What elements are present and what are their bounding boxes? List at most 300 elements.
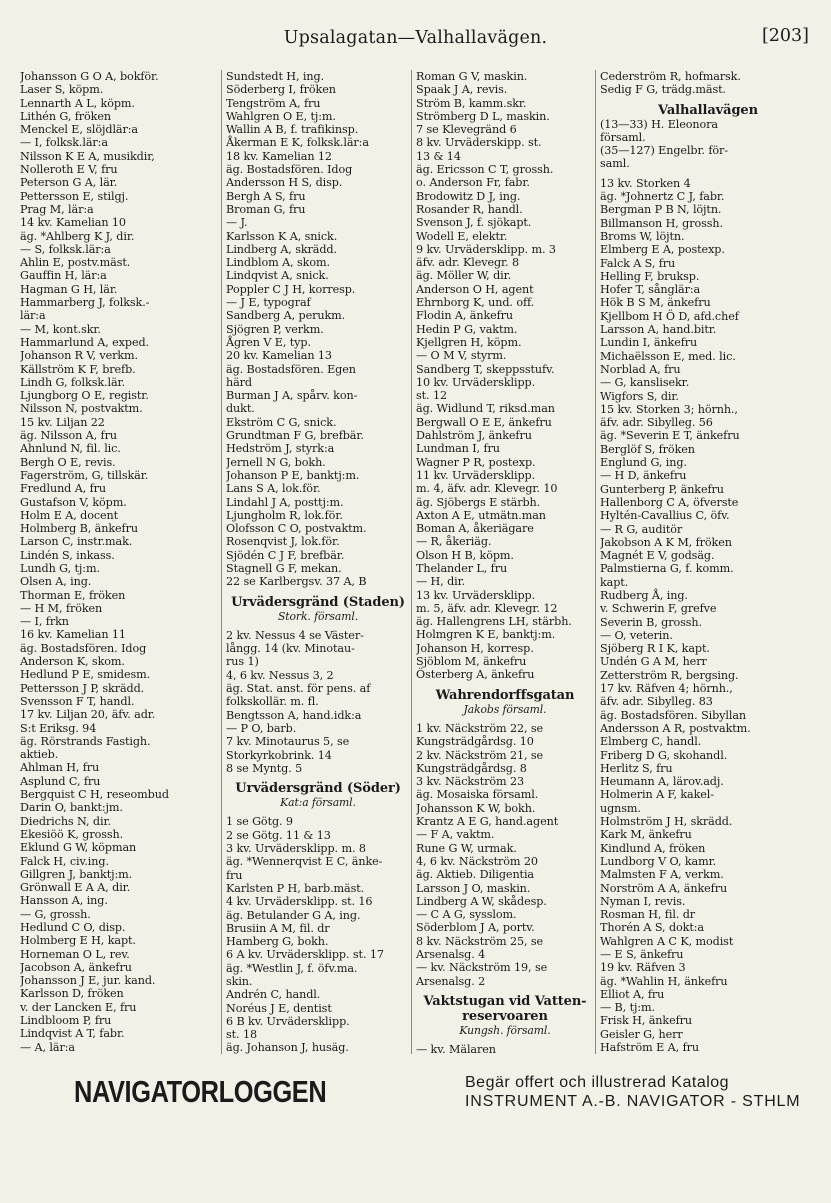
directory-entry: Åkerman E K, folksk.lär:a <box>226 136 369 150</box>
directory-entry: Poppler C J H, korresp. <box>226 282 356 296</box>
directory-entry: äg. Mosaiska församl. <box>416 788 539 802</box>
directory-entry: — R G, auditör <box>600 522 683 536</box>
directory-entry: 13 kv. Urvädersklipp. <box>416 588 536 602</box>
directory-entry: 8 se Myntg. 5 <box>226 761 303 775</box>
directory-entry: församl. <box>600 130 646 144</box>
directory-entry: äg. *Severin E T, änkefru <box>600 429 740 443</box>
directory-entry: Sundstedt H, ing. <box>226 70 324 83</box>
directory-entry: Hedlund P E, smidesm. <box>20 668 151 682</box>
directory-entry: äg. Ericsson C T, grossh. <box>416 163 554 177</box>
directory-entry: Lindberg A W, skådesp. <box>416 894 547 908</box>
directory-entry: 11 kv. Urvädersklipp. <box>416 468 536 482</box>
directory-entry: Holmberg E H, kapt. <box>20 934 136 948</box>
directory-entry: Wahlgren A C K, modist <box>600 934 734 948</box>
directory-entry: Flodin A, änkefru <box>416 309 514 323</box>
directory-entry: äg. Johanson J, husäg. <box>226 1041 349 1054</box>
directory-entry: Burman J A, spårv. kon- <box>226 389 358 403</box>
directory-entry: Johansson G O A, bokför. <box>20 70 159 83</box>
directory-entry: Jernell N G, bokh. <box>226 455 326 469</box>
directory-entry: Ljungborg O E, registr. <box>20 389 149 403</box>
directory-entry: äg. Bostadsfören. Idog <box>20 641 147 655</box>
directory-entry: Elliot A, fru <box>600 987 665 1001</box>
directory-entry: Noréus J E, dentist <box>226 1001 332 1015</box>
directory-entry: Jakobson A K M, fröken <box>600 535 732 549</box>
directory-entry: 17 kv. Räfven 4; hörnh., <box>600 682 733 696</box>
directory-entry: Undén G A M, herr <box>600 655 707 669</box>
directory-entry: — J E, typograf <box>226 296 311 310</box>
directory-entry: Sedig F G, trädg.mäst. <box>600 83 726 97</box>
directory-entry: Rune G W, urmak. <box>416 841 517 855</box>
directory-entry: 7 kv. Minotaurus 5, se <box>226 735 350 749</box>
directory-entry: Menckel E, slöjdlär:a <box>20 123 138 137</box>
directory-entry: Ahnlund N, fil. lic. <box>20 442 121 456</box>
directory-entry: äfv. adr. Sibylleg. 56 <box>600 416 713 430</box>
directory-entry: Ågren V E, typ. <box>226 335 311 349</box>
directory-entry: saml. <box>600 157 630 171</box>
directory-entry: 4, 6 kv. Näckström 20 <box>416 854 538 868</box>
directory-entry: — G, kanslisekr. <box>600 376 690 390</box>
directory-entry: Johansson J E, jur. kand. <box>20 974 156 988</box>
parish-subheading: Kat:a församl. <box>280 796 356 810</box>
directory-entry: Wodell E, elektr. <box>416 229 508 243</box>
directory-entry: Lundborg V O, kamr. <box>600 854 717 868</box>
directory-entry: Hansson A, ing. <box>20 894 108 908</box>
directory-entry: Olsen A, ing. <box>20 575 92 589</box>
directory-entry: — O, veterin. <box>600 628 673 642</box>
directory-entry: äfv. adr. Sibylleg. 83 <box>600 695 713 709</box>
directory-entry: Elmberg C, handl. <box>600 735 702 749</box>
directory-entry: Anderson K, skom. <box>20 655 125 669</box>
directory-entry: Magnét E V, godsäg. <box>600 549 715 563</box>
street-heading: reservoaren <box>462 1008 548 1024</box>
directory-entry: Malmsten F A, verkm. <box>600 868 724 882</box>
directory-entry: Pettersson E, stilgj. <box>20 189 129 203</box>
advertisement-company: INSTRUMENT A.-B. NAVIGATOR - STHLM <box>465 1093 801 1110</box>
directory-entry: Laser S, köpm. <box>20 83 104 97</box>
directory-entry: Rosenqvist J, lok.för. <box>226 535 340 549</box>
directory-entry: — O M V, styrm. <box>416 349 507 363</box>
directory-entry: 16 kv. Kamelian 11 <box>20 628 126 642</box>
directory-entry: Bergman P B N, löjtn. <box>600 203 722 217</box>
directory-entry: äg. *Westlin J, f. öfv.ma. <box>226 961 358 975</box>
directory-entry: Olson H B, köpm. <box>416 548 514 562</box>
directory-columns <box>20 70 818 1054</box>
directory-entry: Zetterström R, bergsing. <box>600 668 739 682</box>
directory-entry: Sjöblom M, änkefru <box>416 655 527 669</box>
directory-entry: Pettersson J P, skrädd. <box>20 681 145 695</box>
advertiser-logo: NAVIGATORLOGGEN <box>74 1074 327 1109</box>
directory-entry: Rosman H, fil. dr <box>600 908 696 922</box>
directory-entry: 8 kv. Urväderskipp. st. <box>416 136 542 150</box>
directory-entry: Hyltén-Cavallius C, öfv. <box>600 509 730 523</box>
directory-entry: Dahlström J, änkefru <box>416 429 532 443</box>
directory-entry: Olofsson C O, postvaktm. <box>226 522 367 536</box>
directory-entry: Holmberg B, änkefru <box>20 522 138 536</box>
directory-entry: Hamberg G, bokh. <box>226 935 329 949</box>
directory-entry: Lindahl J A, posttj:m. <box>226 495 344 509</box>
directory-entry: 9 kv. Urvädersklipp. m. 3 <box>416 242 556 256</box>
directory-entry: Nilsson N, postvaktm. <box>20 402 143 416</box>
directory-column-4 <box>600 70 816 1054</box>
directory-entry: Lindbloom P, fru <box>20 1014 112 1028</box>
directory-entry: Bengtsson A, hand.idk:a <box>226 708 362 722</box>
directory-entry: Ahlman H, fru <box>20 761 100 775</box>
directory-entry: Hagman G H, lär. <box>20 282 118 296</box>
directory-entry: Heumann A, lärov.adj. <box>600 775 724 789</box>
directory-entry: 6 B kv. Urvädersklipp. <box>226 1014 350 1028</box>
directory-entry: Thorén A S, dokt:a <box>600 921 704 935</box>
directory-entry: st. 18 <box>226 1028 257 1042</box>
directory-entry: 1 se Götg. 9 <box>226 815 293 829</box>
directory-entry: Larsson A, hand.bitr. <box>600 323 717 337</box>
directory-entry: Jacobson A, änkefru <box>20 960 132 974</box>
directory-entry: Hammarberg J, folksk.- <box>20 296 150 310</box>
directory-entry: Hammarlund A, exped. <box>20 335 149 349</box>
directory-entry: v. der Lancken E, fru <box>20 1000 137 1014</box>
street-heading: Urvädersgränd (Söder) <box>235 781 401 797</box>
directory-entry: Lindblom A, skom. <box>226 256 330 270</box>
directory-entry: Nilsson K E A, musikdir, <box>20 149 155 163</box>
directory-entry: Englund G, ing. <box>600 456 687 470</box>
directory-entry: Sjögren P, verkm. <box>226 322 324 336</box>
directory-entry: (35—127) Engelbr. för- <box>600 144 728 158</box>
directory-entry: Bergquist C H, reseombud <box>20 788 169 802</box>
directory-entry: aktieb. <box>20 748 59 762</box>
directory-entry: Lindh G, folksk.lär. <box>20 375 126 389</box>
directory-entry: äg. Bostadsfören. Egen <box>226 362 356 376</box>
parish-subheading: Stork. församl. <box>277 609 359 623</box>
directory-entry: Thelander L, fru <box>416 561 508 575</box>
directory-entry: Strömberg D L, maskin. <box>416 109 550 123</box>
directory-entry: Berglöf S, fröken <box>600 442 695 456</box>
directory-entry: kapt. <box>600 575 629 589</box>
directory-entry: Andersson H S, disp. <box>226 176 343 190</box>
directory-entry: — S, folksk.lär:a <box>20 242 111 256</box>
directory-entry: äg. Sjöbergs E stärbh. <box>416 495 541 509</box>
directory-entry: Falck H, civ.ing. <box>20 854 109 868</box>
directory-entry: Johanson H, korresp. <box>416 641 534 655</box>
directory-entry: dukt. <box>226 402 255 416</box>
directory-entry: Rudberg Å, ing. <box>600 588 688 602</box>
directory-entry: Nolleroth E V, fru <box>20 163 118 177</box>
directory-entry: fru <box>226 868 243 882</box>
directory-entry: Fredlund A, fru <box>20 482 106 496</box>
advertisement-tagline: Begär offert och illustrerad Katalog <box>465 1074 730 1091</box>
directory-entry: äg. Nilsson A, fru <box>20 429 117 443</box>
directory-entry: 2 kv. Näckström 21, se <box>416 748 544 762</box>
directory-entry: Kjellbom H Ö D, afd.chef <box>600 309 739 323</box>
directory-entry: Lindén S, inkass. <box>20 548 115 562</box>
directory-entry: Boman A, åkeriägare <box>416 522 534 536</box>
directory-entry: Brusiin A M, fil. dr <box>226 921 330 935</box>
directory-entry: Hallenborg C A, öfverste <box>600 495 739 509</box>
directory-entry: Stagnell G F, mekan. <box>226 561 342 575</box>
directory-entry: lär:a <box>20 309 46 323</box>
directory-entry: Österberg A, änkefru <box>416 668 535 682</box>
directory-entry: Palmstierna G, f. komm. <box>600 562 734 576</box>
directory-entry: Friberg D G, skohandl. <box>600 748 728 762</box>
directory-entry: äg. *Johnertz C J, fabr. <box>600 190 725 204</box>
directory-entry: Sjöberg R I K, kapt. <box>600 642 710 656</box>
directory-entry: äg. Rörstrands Fastigh. <box>20 734 151 748</box>
directory-entry: Wallin A B, f. trafikinsp. <box>226 123 359 137</box>
directory-entry: — kv. Mälaren <box>416 1043 496 1054</box>
directory-entry: Hedström J, styrk:a <box>226 442 335 456</box>
directory-entry: 3 kv. Näckström 23 <box>416 775 524 789</box>
directory-entry: äg. Aktieb. Diligentia <box>416 868 535 882</box>
directory-entry: äg. *Wennerqvist E C, änke- <box>226 855 383 869</box>
directory-entry: Diedrichs N, dir. <box>20 814 111 828</box>
directory-entry: 6 A kv. Urvädersklipp. st. 17 <box>226 948 384 962</box>
directory-entry: Brodowitz D J, ing. <box>416 189 521 203</box>
directory-entry: Gustafson V, köpm. <box>20 495 127 509</box>
directory-entry: 7 se Klevegränd 6 <box>416 123 517 137</box>
directory-entry: Falck A S, fru <box>600 256 676 270</box>
directory-entry: Prag M, lär:a <box>20 202 94 216</box>
parish-subheading: Jakobs församl. <box>463 702 547 716</box>
directory-entry: Larsson J O, maskin. <box>416 881 531 895</box>
directory-entry: — A, lär:a <box>20 1040 75 1054</box>
directory-entry: Lundin I, änkefru <box>600 336 698 350</box>
directory-entry: Lans S A, lok.för. <box>226 482 321 496</box>
directory-entry: Elmberg E A, postexp. <box>600 243 725 257</box>
directory-entry: v. Schwerin F, grefve <box>600 602 717 616</box>
directory-entry: Axton A E, utmätn.man <box>416 508 546 522</box>
directory-entry: Fagerström, G, tillskär. <box>20 468 149 482</box>
directory-entry: Lithén G, fröken <box>20 109 111 123</box>
directory-entry: Broms W, löjtn. <box>600 229 685 243</box>
directory-entry: Peterson G A, lär. <box>20 176 118 190</box>
directory-entry: (13—33) H. Eleonora <box>600 117 718 131</box>
directory-entry: Frisk H, änkefru <box>600 1014 693 1028</box>
directory-entry: Michaëlsson E, med. lic. <box>600 349 736 363</box>
page-number: [203] <box>761 26 809 46</box>
directory-entry: Gauffin H, lär:a <box>20 269 107 283</box>
directory-entry: Spaak J A, revis. <box>416 83 508 97</box>
directory-entry: — I, frkn <box>20 615 69 629</box>
directory-entry: Sandberg A, perukm. <box>226 309 346 323</box>
directory-entry: Sandberg T, skeppsstufv. <box>416 362 555 376</box>
directory-entry: 4 kv. Urvädersklipp. st. 16 <box>226 895 373 909</box>
directory-entry: Wahlgren O E, tj:m. <box>226 109 336 123</box>
directory-entry: — J. <box>226 216 248 230</box>
street-heading: Vaktstugan vid Vatten- <box>423 993 587 1009</box>
directory-entry: Andrén C, handl. <box>226 988 321 1002</box>
directory-entry: Holmström J H, skrädd. <box>600 815 733 829</box>
directory-entry: Severin B, grossh. <box>600 615 702 629</box>
directory-entry: Ehrnborg K, und. off. <box>416 296 535 310</box>
directory-entry: äg. Bostadsfören. Idog <box>226 163 353 177</box>
directory-entry: Karlsson D, fröken <box>20 987 124 1001</box>
directory-entry: Bergwall O E E, änkefru <box>416 415 552 429</box>
directory-entry: Ljungholm R, lok.för. <box>226 508 343 522</box>
directory-entry: Billmanson H, grossh. <box>600 216 723 230</box>
directory-entry: Gunterberg P, änkefru <box>600 482 724 496</box>
directory-entry: äg. Betulander G A, ing. <box>226 908 361 922</box>
directory-entry: Hök B S M, änkefru <box>600 296 711 310</box>
directory-entry: Broman G, fru <box>226 202 306 216</box>
directory-entry: Eklund G W, köpman <box>20 841 137 855</box>
directory-entry: Kjellgren H, köpm. <box>416 335 522 349</box>
directory-entry: Ström B, kamm.skr. <box>416 96 527 110</box>
directory-entry: 10 kv. Urvädersklipp. <box>416 375 536 389</box>
directory-entry: m. 4, äfv. adr. Klevegr. 10 <box>416 482 558 496</box>
directory-entry: Johansson K W, bokh. <box>416 801 536 815</box>
directory-entry: Lindqvist A, snick. <box>226 269 329 283</box>
directory-entry: 15 kv. Storken 3; hörnh., <box>600 402 738 416</box>
directory-entry: 2 kv. Nessus 4 se Väster- <box>226 628 364 642</box>
directory-entry: Storkyrkobrink. 14 <box>226 748 332 762</box>
directory-entry: Hafström E A, fru <box>600 1041 699 1054</box>
directory-entry: 13 kv. Storken 4 <box>600 176 691 190</box>
directory-entry: Hedin P G, vaktm. <box>416 322 518 336</box>
directory-entry: Lundman I, fru <box>416 442 500 456</box>
directory-entry: 2 se Götg. 11 & 13 <box>226 828 331 842</box>
directory-entry: Darin O, bankt:jm. <box>20 801 123 815</box>
directory-entry: 3 kv. Urvädersklipp. m. 8 <box>226 842 366 856</box>
directory-entry: — H D, änkefru <box>600 469 687 483</box>
directory-entry: Källström K F, brefb. <box>20 362 136 376</box>
directory-entry: Grundtman F G, brefbär. <box>226 429 364 443</box>
directory-entry: 13 & 14 <box>416 149 461 163</box>
directory-entry: Kindlund A, fröken <box>600 841 706 855</box>
page-title: Upsalagatan—Valhallavägen. <box>283 28 548 48</box>
directory-entry: 4, 6 kv. Nessus 3, 2 <box>226 668 334 682</box>
directory-entry: rus 1) <box>226 655 259 669</box>
directory-entry: Sjödén C J F, brefbär. <box>226 548 345 562</box>
directory-entry: st. 12 <box>416 389 447 403</box>
directory-entry: Hedlund C O, disp. <box>20 921 126 934</box>
directory-entry: 8 kv. Näckström 25, se <box>416 934 544 948</box>
directory-entry: 22 se Karlbergsv. 37 A, B <box>226 575 367 589</box>
directory-entry: Wigfors S, dir. <box>600 389 679 403</box>
directory-entry: Holm E A, docent <box>20 508 119 522</box>
directory-entry: skin. <box>226 975 253 988</box>
directory-entry: Grönwall E A A, dir. <box>20 881 131 895</box>
directory-entry: Norström A A, änkefru <box>600 881 728 895</box>
advertisement-footer <box>74 1074 801 1124</box>
directory-entry: Lennarth A L, köpm. <box>20 96 135 110</box>
directory-entry: Asplund C, fru <box>20 774 101 788</box>
directory-entry: äg. *Ahlberg K J, dir. <box>20 229 135 243</box>
directory-entry: — P O, barb. <box>226 721 297 735</box>
directory-entry: Johanson R V, verkm. <box>20 349 138 363</box>
directory-entry: Lundh G, tj:m. <box>20 561 100 575</box>
directory-entry: 19 kv. Räfven 3 <box>600 961 686 975</box>
directory-entry: Ekesiöö K, grossh. <box>20 827 124 841</box>
directory-entry: Karlsten P H, barb.mäst. <box>226 881 365 895</box>
street-heading: Wahrendorffsgatan <box>435 687 575 703</box>
directory-entry: Ahlin E, postv.mäst. <box>20 256 131 270</box>
directory-entry: — I, folksk.lär:a <box>20 136 108 150</box>
directory-entry: folkskollär. m. fl. <box>226 695 319 709</box>
directory-entry: Norblad A, fru <box>600 362 681 376</box>
directory-entry: Roman G V, maskin. <box>416 70 528 83</box>
directory-entry: Bergh A S, fru <box>226 189 306 203</box>
directory-entry: — kv. Näckström 19, se <box>416 961 548 975</box>
directory-entry: Kungsträdgårdsg. 10 <box>416 735 534 749</box>
page-header <box>0 22 831 56</box>
directory-entry: m. 5, äfv. adr. Klevegr. 12 <box>416 601 558 615</box>
directory-entry: Thorman E, fröken <box>20 588 126 602</box>
directory-entry: Hofer T, sånglär:a <box>600 283 701 297</box>
directory-entry: äg. Widlund T, riksd.man <box>416 402 555 416</box>
street-heading: Urvädersgränd (Staden) <box>231 594 405 610</box>
directory-entry: Tengström A, fru <box>226 96 321 110</box>
directory-entry: — H M, fröken <box>20 601 103 615</box>
directory-entry: — G, grossh. <box>20 907 91 921</box>
directory-entry: Ekström C G, snick. <box>226 415 337 429</box>
directory-entry: — F A, vaktm. <box>416 828 495 842</box>
directory-entry: Söderblom J A, portv. <box>416 921 535 935</box>
directory-entry: Geisler G, herr <box>600 1027 683 1041</box>
directory-entry: 17 kv. Liljan 20, äfv. adr. <box>20 708 156 722</box>
directory-entry: — E S, änkefru <box>600 948 684 961</box>
directory-entry: Johanson P E, banktj:m. <box>226 468 360 482</box>
directory-entry: Svensson F T, handl. <box>20 694 135 708</box>
directory-entry: Cederström R, hofmarsk. <box>600 70 741 83</box>
parish-subheading: Kungsh. församl. <box>459 1023 551 1037</box>
directory-entry: 14 kv. Kamelian 10 <box>20 216 126 230</box>
directory-entry: Krantz A E G, hand.agent <box>416 815 559 829</box>
directory-entry: Larson C, instr.mak. <box>20 535 133 549</box>
directory-entry: Herlitz S, fru <box>600 761 673 775</box>
directory-entry: 18 kv. Kamelian 12 <box>226 149 332 163</box>
directory-entry: Lindqvist A T, fabr. <box>20 1027 125 1041</box>
directory-entry: — H, dir. <box>416 575 466 589</box>
directory-entry: äg. Stat. anst. för pens. af <box>226 682 371 696</box>
directory-entry: Karlsson K A, snick. <box>226 229 338 243</box>
directory-entry: Andersson A R, postvaktm. <box>600 721 751 735</box>
directory-column-1 <box>20 70 216 1054</box>
directory-entry: Svenson J, f. sjökapt. <box>416 216 532 230</box>
directory-entry: Holmgren K E, banktj:m. <box>416 628 556 642</box>
street-heading: Valhallavägen <box>658 102 758 118</box>
directory-entry: Kungsträdgårdsg. 8 <box>416 761 527 775</box>
directory-column-3 <box>416 70 594 1054</box>
directory-entry: o. Anderson Fr, fabr. <box>416 176 530 190</box>
directory-entry: Kark M, änkefru <box>600 828 692 842</box>
directory-entry: — B, tj:m. <box>600 1001 655 1015</box>
directory-entry: härd <box>226 375 252 389</box>
directory-entry: äfv. adr. Klevegr. 8 <box>416 256 519 270</box>
directory-entry: Bergh O E, revis. <box>20 455 116 469</box>
directory-entry: S:t Eriksg. 94 <box>20 721 97 735</box>
directory-entry: Gillgren J, banktj:m. <box>20 867 133 881</box>
directory-entry: ugnsm. <box>600 801 641 815</box>
directory-entry: äg. *Wahlin H, änkefru <box>600 974 728 988</box>
directory-entry: Holmerin A F, kakel- <box>600 788 714 802</box>
directory-entry: Nyman I, revis. <box>600 894 686 908</box>
directory-entry: Arsenalsg. 2 <box>416 974 486 988</box>
directory-entry: äg. Hallengrens LH, stärbh. <box>416 615 572 629</box>
directory-entry: långg. 14 (kv. Minotau- <box>226 642 355 656</box>
directory-entry: Lindberg A, skrädd. <box>226 242 337 256</box>
directory-entry: 1 kv. Näckström 22, se <box>416 721 544 735</box>
directory-entry: — C A G, sysslom. <box>416 908 517 922</box>
directory-entry: Helling F, bruksp. <box>600 269 700 283</box>
directory-entry: Anderson O H, agent <box>416 282 534 296</box>
directory-entry: 20 kv. Kamelian 13 <box>226 349 332 363</box>
directory-entry: Söderberg I, fröken <box>226 83 336 97</box>
directory-entry: Horneman O L, rev. <box>20 947 130 961</box>
directory-entry: — M, kont.skr. <box>20 322 101 336</box>
directory-entry: äg. Möller W, dir. <box>416 269 512 283</box>
directory-entry: äg. Bostadsfören. Sibyllan <box>600 708 747 722</box>
directory-entry: 15 kv. Liljan 22 <box>20 415 105 429</box>
directory-entry: Wagner P R, postexp. <box>416 455 536 469</box>
directory-entry: Arsenalsg. 4 <box>416 948 486 961</box>
